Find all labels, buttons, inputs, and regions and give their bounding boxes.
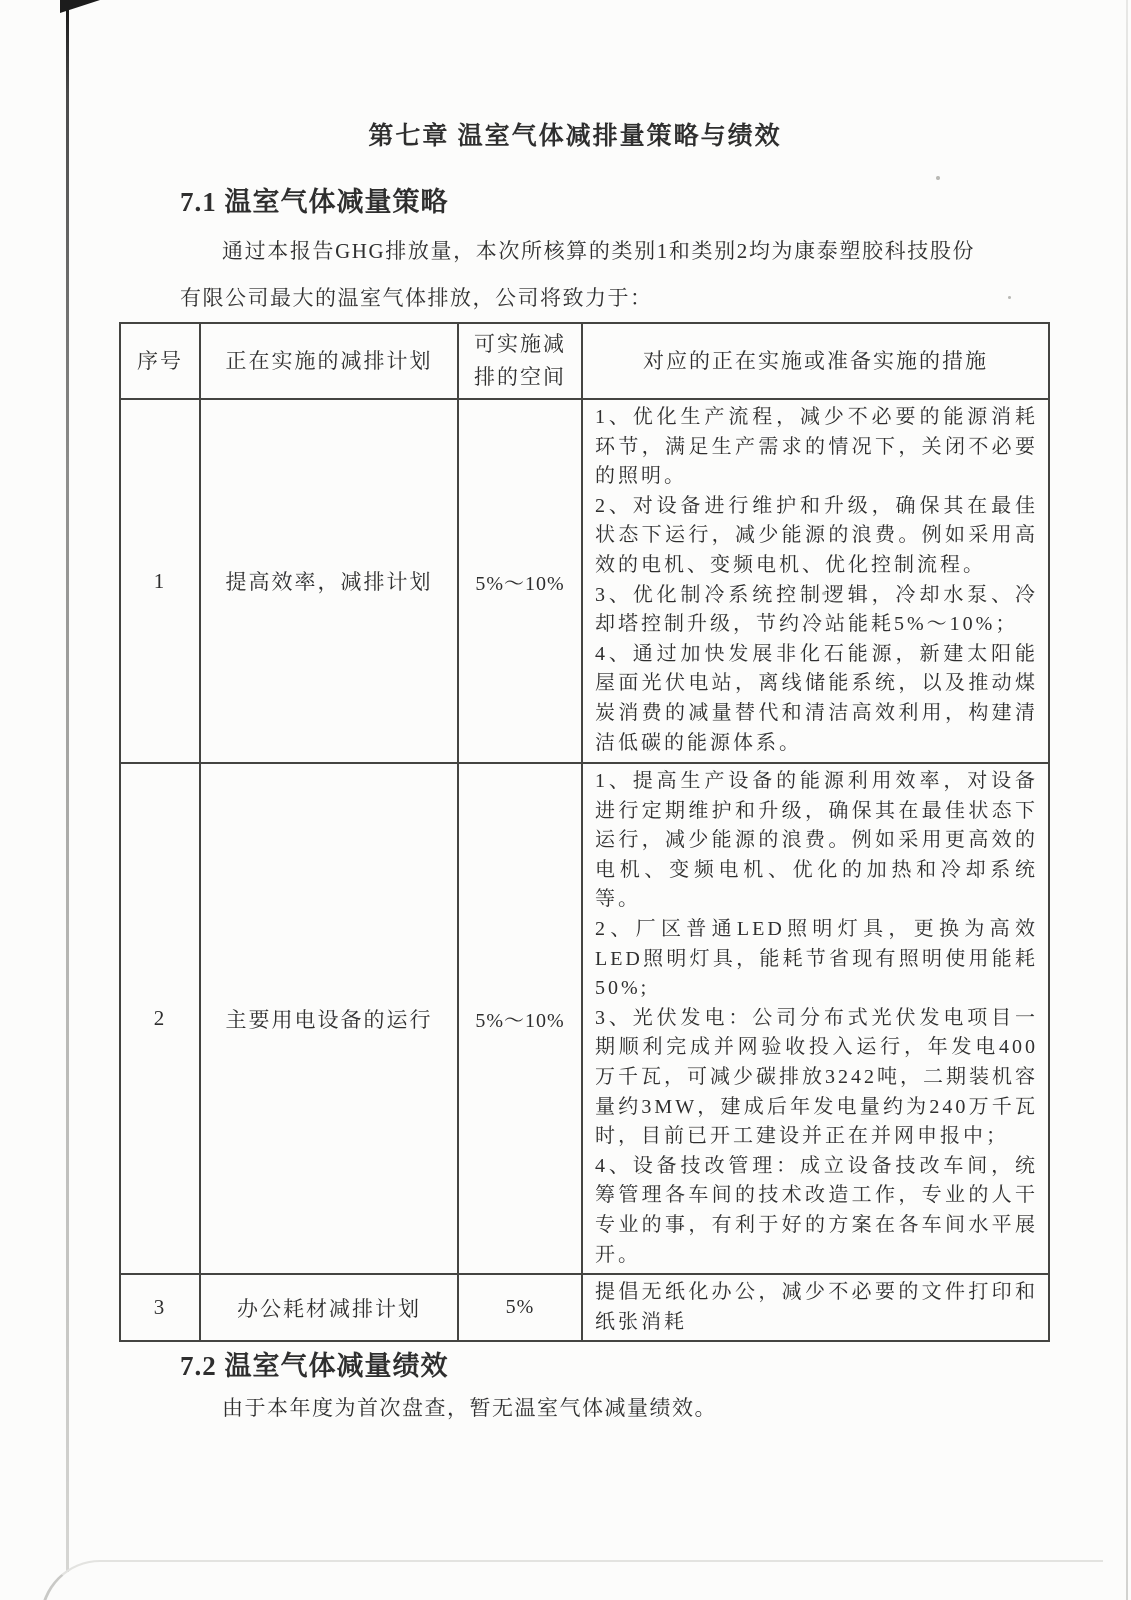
measure-item: 提倡无纸化办公，减少不必要的文件打印和纸张消耗 [595, 1281, 1038, 1333]
intro-paragraph: 通过本报告GHG排放量，本次所核算的类别1和类别2均为康泰塑胶科技股份有限公司最大的温室气体排放，公司将致力于： [180, 239, 975, 310]
cell-reduction-space: 5% [458, 1274, 582, 1341]
scan-right-edge-line [1126, 0, 1128, 1600]
cell-row-number: 2 [120, 763, 200, 1274]
measure-item: 3、光伏发电：公司分布式光伏发电项目一期顺利完成并网验收投入运行，年发电400万千瓦，可减少碳排放3242吨，二期装机容量约3MW，建成后年发电量约为240万千瓦时，目前已开工建设并正在并网申报中； [595, 1006, 1038, 1148]
cell-plan-name: 提高效率，减排计划 [200, 399, 458, 763]
measure-item: 1、提高生产设备的能源利用效率，对设备进行定期维护和升级，确保其在最佳状态下运行，减少能源的浪费。例如采用更高效的电机、变频电机、优化的加热和冷却系统等。 [595, 770, 1038, 911]
measure-item: 4、设备技改管理：成立设备技改车间，统筹管理各车间的技术改造工作，专业的人干专业的事，有利于好的方案在各车间水平展开。 [595, 1154, 1038, 1266]
column-header-measures: 对应的正在实施或准备实施的措施 [582, 323, 1049, 399]
scan-corner-wedge [60, 0, 100, 13]
table-header-row [120, 323, 1049, 399]
table-row [120, 763, 1049, 1274]
measure-item: 4、通过加快发展非化石能源，新建太阳能屋面光伏电站，离线储能系统，以及推动煤炭消费的减量替代和清洁高效利用，构建清洁低碳的能源体系。 [595, 642, 1038, 754]
chapter-title: 第七章 温室气体减排量策略与绩效 [368, 123, 782, 150]
scan-left-edge-line [66, 0, 69, 1572]
column-header-space: 可实施减排的空间 [458, 323, 582, 399]
cell-row-number: 1 [120, 399, 200, 763]
table-row [120, 1274, 1049, 1341]
reduction-plan-table [119, 322, 1050, 1342]
measure-item: 3、优化制冷系统控制逻辑，冷却水泵、冷却塔控制升级，节约冷站能耗5%～10%； [595, 583, 1038, 636]
cell-measures [582, 763, 1049, 1274]
table-row [120, 399, 1049, 763]
scan-speck [936, 176, 940, 180]
cell-plan-name: 主要用电设备的运行 [200, 763, 458, 1274]
closing-paragraph: 由于本年度为首次盘查，暂无温室气体减量绩效。 [222, 1396, 717, 1420]
measure-item: 2、对设备进行维护和升级，确保其在最佳状态下运行，减少能源的浪费。例如采用高效的电机、变频电机、优化控制流程。 [595, 494, 1038, 576]
scan-bottom-page-shadow [40, 1560, 1103, 1600]
cell-reduction-space: 5%～10% [458, 763, 582, 1274]
cell-plan-name: 办公耗材减排计划 [200, 1274, 458, 1341]
cell-row-number: 3 [120, 1274, 200, 1341]
cell-measures [582, 399, 1049, 763]
cell-measures [582, 1274, 1049, 1341]
measure-item: 1、优化生产流程，减少不必要的能源消耗环节，满足生产需求的情况下，关闭不必要的照明。 [595, 406, 1038, 488]
column-header-no: 序号 [120, 323, 200, 399]
section-7-2-heading: 7.2 温室气体减量绩效 [180, 1351, 449, 1381]
section-7-1-heading: 7.1 温室气体减量策略 [180, 187, 449, 217]
measure-item: 2、厂区普通LED照明灯具，更换为高效LED照明灯具，能耗节省现有照明使用能耗50%; [595, 917, 1038, 1000]
scan-speck [1008, 296, 1011, 299]
column-header-plan: 正在实施的减排计划 [200, 323, 458, 399]
cell-reduction-space: 5%～10% [458, 399, 582, 763]
